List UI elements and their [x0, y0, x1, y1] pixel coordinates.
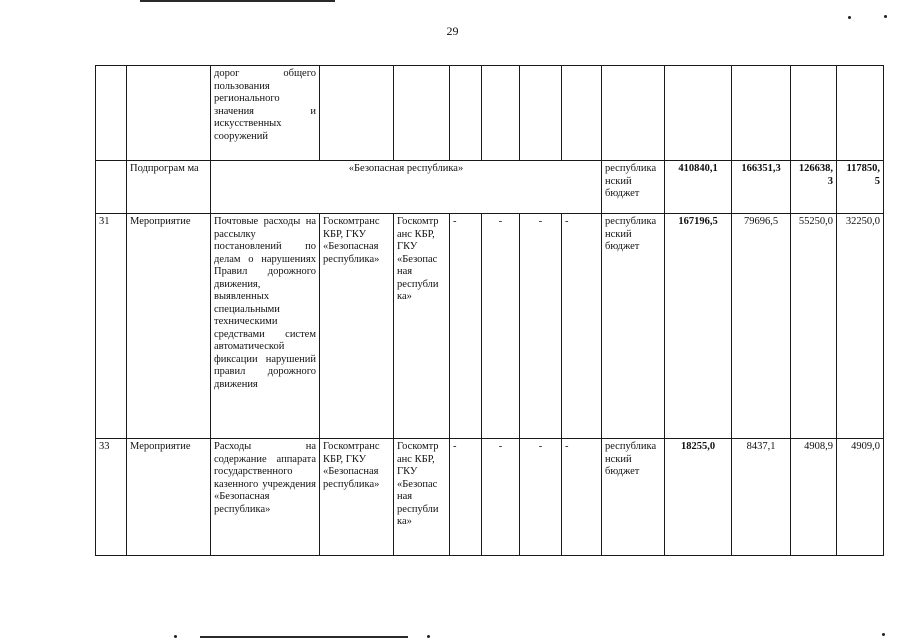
cell-d4: - — [562, 439, 602, 556]
scan-speck — [848, 16, 851, 19]
table-row — [96, 439, 884, 556]
subprogram-name: «Безопасная республика» — [211, 161, 602, 214]
cell-v4: 32250,0 — [837, 214, 884, 439]
scan-speck — [174, 635, 177, 638]
scan-artifact-bottom — [200, 636, 408, 638]
cell-name: Почтовые расходы на рассылку постановлений по делам о нарушениях Правил дорожного движения, выявленных специальными техническими средствами систем автоматической фиксации нарушений правил дорожного движения — [211, 214, 320, 439]
cell-num: 31 — [96, 214, 127, 439]
cell-d1: - — [450, 214, 482, 439]
cell-num — [96, 161, 127, 214]
cell-source: республика нский бюджет — [602, 214, 665, 439]
cell-num — [96, 66, 127, 161]
cell-v1: 410840,1 — [665, 161, 732, 214]
cell-participants — [394, 66, 450, 161]
cell-v1 — [665, 66, 732, 161]
cell-responsible — [320, 66, 394, 161]
cell-source: республика нский бюджет — [602, 161, 665, 214]
cell-d1: - — [450, 439, 482, 556]
cell-type: Подпрограм ма — [127, 161, 211, 214]
cell-d1 — [450, 66, 482, 161]
cell-v3 — [791, 66, 837, 161]
cell-d3: - — [520, 439, 562, 556]
cell-d3 — [520, 66, 562, 161]
cell-type — [127, 66, 211, 161]
cell-d2 — [482, 66, 520, 161]
cell-d4 — [562, 66, 602, 161]
cell-responsible: Госкомтранс КБР, ГКУ «Безопасная республика» — [320, 439, 394, 556]
cell-v2: 166351,3 — [732, 161, 791, 214]
page-number: 29 — [446, 24, 459, 38]
cell-type: Мероприятие — [127, 439, 211, 556]
cell-name: дорог общего пользования регионального значения и искусственных сооружений — [211, 66, 320, 161]
cell-type: Мероприятие — [127, 214, 211, 439]
scan-speck — [427, 635, 430, 638]
cell-d4: - — [562, 214, 602, 439]
cell-v2: 8437,1 — [732, 439, 791, 556]
cell-v4: 117850, 5 — [837, 161, 884, 214]
cell-v2 — [732, 66, 791, 161]
cell-d3: - — [520, 214, 562, 439]
cell-v3: 4908,9 — [791, 439, 837, 556]
cell-num: 33 — [96, 439, 127, 556]
cell-v2: 79696,5 — [732, 214, 791, 439]
program-table — [95, 65, 884, 556]
cell-participants: Госкомтр анс КБР, ГКУ «Безопас ная республи ка» — [394, 214, 450, 439]
cell-source: республика нский бюджет — [602, 439, 665, 556]
scan-speck — [884, 15, 887, 18]
cell-v4 — [837, 66, 884, 161]
cell-v1: 18255,0 — [665, 439, 732, 556]
table-row — [96, 214, 884, 439]
cell-name: Расходы на содержание аппарата государственного казенного учреждения «Безопасная республика» — [211, 439, 320, 556]
cell-responsible: Госкомтранс КБР, ГКУ «Безопасная республика» — [320, 214, 394, 439]
cell-v3: 126638, 3 — [791, 161, 837, 214]
cell-d2: - — [482, 439, 520, 556]
table-row-continuation — [96, 66, 884, 161]
scan-artifact-top — [140, 0, 335, 2]
cell-v3: 55250,0 — [791, 214, 837, 439]
cell-v4: 4909,0 — [837, 439, 884, 556]
cell-source — [602, 66, 665, 161]
cell-d2: - — [482, 214, 520, 439]
cell-participants: Госкомтр анс КБР, ГКУ «Безопас ная республи ка» — [394, 439, 450, 556]
table-row-subprogram — [96, 161, 884, 214]
scan-speck — [882, 633, 885, 636]
cell-v1: 167196,5 — [665, 214, 732, 439]
